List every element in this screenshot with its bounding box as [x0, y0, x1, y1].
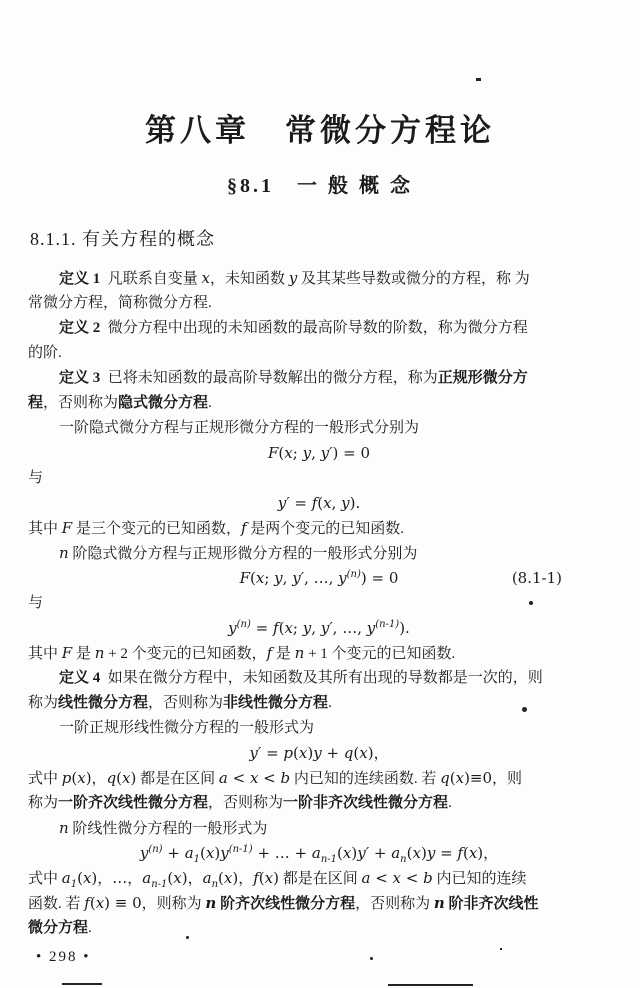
math-variable: n	[94, 644, 105, 662]
math-variable: x	[249, 769, 259, 787]
math-variable: x	[173, 869, 182, 887]
equation-number: (8.1-1)	[511, 569, 562, 587]
text-segment: <	[258, 769, 281, 787]
text-segment: (n)	[236, 619, 251, 630]
formula-line	[28, 566, 610, 591]
text-segment: 定义 2	[59, 320, 101, 336]
text-segment: .	[88, 920, 92, 936]
text-segment: 函数. 若	[28, 896, 85, 912]
math-variable: x	[264, 869, 274, 887]
text-segment: 定义 3	[59, 370, 101, 386]
math-variable: a	[142, 869, 152, 887]
text-segment: (	[200, 844, 206, 862]
text-segment: 一阶正规形线性微分方程的一般形式为	[59, 720, 315, 736]
math-variable: x	[392, 869, 401, 887]
text-segment: 与	[28, 470, 44, 486]
scan-edge-mark	[388, 984, 473, 986]
text-segment: )	[130, 769, 137, 787]
math-variable: b	[423, 869, 433, 887]
text-segment: ,	[311, 619, 321, 637]
text-segment: (	[462, 844, 469, 862]
text-segment: )	[351, 844, 358, 862]
text-segment: (	[293, 744, 299, 762]
text-line	[28, 716, 610, 741]
text-segment: n-1	[151, 879, 168, 890]
text-segment: 一阶非齐次线性微分方程	[283, 795, 449, 811]
text-segment: (	[250, 569, 256, 587]
text-line	[28, 691, 610, 716]
text-segment: +	[369, 844, 392, 862]
text-segment: 是	[272, 646, 295, 662]
math-variable: a	[311, 844, 321, 862]
text-segment: =	[435, 844, 458, 862]
text-segment: =	[250, 619, 274, 637]
math-variable: F	[268, 444, 279, 462]
text-segment: <	[370, 869, 393, 887]
text-segment: )	[214, 844, 221, 862]
text-segment: 都是在区间	[278, 871, 362, 887]
text-segment: )，	[477, 844, 499, 862]
page-number: • 298 •	[36, 949, 91, 965]
text-segment: 称为	[28, 695, 59, 711]
text-line	[28, 916, 610, 941]
text-segment: (	[89, 894, 96, 912]
text-line	[28, 541, 610, 566]
text-line	[28, 366, 610, 391]
text-segment: ，则	[492, 771, 523, 787]
text-segment: 其中	[28, 521, 62, 537]
text-segment: 阶线性微分方程的一般形式为	[68, 821, 268, 837]
text-segment: ，未知函数	[210, 271, 289, 287]
math-variable: n	[59, 544, 69, 562]
text-segment: (	[278, 444, 285, 462]
math-variable: p	[61, 769, 72, 787]
math-variable: p	[283, 744, 294, 762]
section-title: §8.1 一 般 概 念	[227, 175, 413, 197]
text-segment: ).	[349, 494, 361, 512]
math-variable: a	[361, 869, 371, 887]
text-segment: +	[321, 744, 344, 762]
math-variable: f	[457, 844, 463, 862]
text-segment: 定义 1	[59, 271, 101, 287]
math-variable: y	[288, 269, 298, 287]
text-segment: ;	[264, 569, 275, 587]
math-variable: x	[122, 769, 131, 787]
text-segment: (	[337, 844, 343, 862]
math-variable: y′	[357, 844, 370, 862]
body-text	[28, 266, 610, 941]
text-segment: )	[273, 869, 279, 887]
formula-line	[28, 616, 610, 641]
text-segment: )，	[181, 869, 203, 887]
text-segment: ，否则称为	[43, 395, 119, 411]
text-segment: (n)	[346, 569, 361, 580]
text-segment: , …,	[332, 619, 367, 637]
text-segment: (	[317, 494, 324, 512]
text-segment: ，则称为	[141, 896, 206, 912]
math-variable: n	[59, 819, 69, 837]
text-segment: )，	[85, 769, 107, 787]
text-segment: 线性微分方程	[58, 695, 149, 711]
text-segment: (	[258, 869, 265, 887]
text-segment: ,	[282, 569, 293, 587]
scan-edge-mark	[62, 983, 102, 985]
text-segment: n	[211, 879, 219, 890]
text-segment: 阶隐式微分方程与正规形微分方程的一般形式分别为	[68, 546, 418, 562]
text-segment: )，…，	[91, 869, 143, 887]
scan-speck	[476, 78, 481, 81]
math-variable: x	[255, 569, 265, 587]
text-line	[28, 791, 610, 816]
text-line	[28, 866, 610, 891]
text-segment: n	[400, 854, 407, 865]
text-segment: 阶非齐次线性	[444, 896, 539, 912]
text-line	[28, 416, 610, 441]
math-variable: x	[284, 619, 293, 637]
text-segment: .	[328, 695, 332, 711]
text-segment: )	[420, 844, 427, 862]
text-line	[28, 341, 610, 366]
math-variable: a	[218, 769, 228, 787]
text-segment: 其中	[28, 646, 62, 662]
text-line	[28, 316, 610, 341]
math-variable: f	[311, 494, 318, 512]
text-line	[28, 891, 610, 916]
math-variable: y	[139, 844, 149, 862]
text-segment: 式中	[28, 771, 62, 787]
text-segment: ;	[292, 619, 303, 637]
text-segment: 一阶隐式微分方程与正规形微分方程的一般形式分别为	[59, 420, 420, 436]
subsection-title: 8.1.1. 有关方程的概念	[30, 229, 215, 249]
text-segment: ，否则称为	[148, 695, 224, 711]
text-segment: ).	[399, 619, 410, 637]
math-variable: F	[61, 644, 73, 662]
text-segment: 式中	[28, 871, 62, 887]
math-variable: y′	[320, 444, 333, 462]
text-segment: (	[406, 844, 413, 862]
math-variable: y	[313, 744, 322, 762]
math-variable: y	[338, 569, 347, 587]
text-segment: + 1 个变元的已知函数.	[304, 646, 456, 662]
math-variable: y	[366, 619, 376, 637]
text-segment: (	[71, 769, 78, 787]
text-segment: 定义 4	[59, 670, 101, 686]
math-variable: a	[391, 844, 401, 862]
text-segment: 如果在微分方程中，未知函数及其所有出现的导数都是一次的，则	[100, 670, 543, 686]
text-segment: ,	[331, 494, 342, 512]
text-segment: 内已知的连续	[432, 871, 527, 887]
math-variable: f	[240, 519, 247, 537]
math-variable: n	[433, 894, 445, 912]
text-line	[28, 766, 610, 791]
text-segment: + 2 个变元的已知函数，	[104, 646, 267, 662]
math-variable: y	[274, 569, 283, 587]
text-line	[28, 466, 610, 491]
math-variable: x	[77, 769, 86, 787]
text-segment: )≡0	[464, 769, 493, 787]
text-segment: 的阶.	[28, 345, 62, 361]
math-variable: x	[95, 894, 105, 912]
formula-line	[28, 441, 610, 466]
math-variable: f	[84, 894, 90, 912]
math-variable: y′	[320, 619, 333, 637]
text-segment: =	[261, 744, 284, 762]
text-segment: (	[167, 869, 174, 887]
text-line	[28, 666, 610, 691]
math-variable: y	[341, 494, 350, 512]
text-segment: (	[218, 869, 224, 887]
text-segment: 阶齐次线性微分方程	[216, 896, 356, 912]
text-line	[28, 391, 610, 416]
text-segment: 称为	[28, 795, 59, 811]
text-segment: (	[449, 769, 456, 787]
math-variable: f	[273, 619, 279, 637]
text-line	[28, 591, 610, 616]
math-variable: x	[342, 844, 352, 862]
text-segment: .	[448, 795, 452, 811]
text-segment: ) = 0	[360, 569, 399, 587]
math-variable: x	[223, 869, 233, 887]
math-variable: a	[184, 844, 194, 862]
math-variable: y	[220, 844, 229, 862]
math-variable: x	[412, 844, 421, 862]
text-line	[28, 641, 610, 666]
math-variable: y′	[292, 569, 305, 587]
math-variable: y	[228, 619, 237, 637]
text-segment: ,	[311, 444, 321, 462]
math-variable: q	[440, 769, 450, 787]
text-segment: )，	[367, 744, 389, 762]
text-segment: (n-1)	[375, 619, 400, 630]
text-segment: ) ≡ 0	[104, 894, 142, 912]
math-variable: y′	[277, 494, 290, 512]
math-variable: F	[239, 569, 251, 587]
text-segment: 正规形微分方	[437, 370, 528, 386]
text-segment: 隐式微分方程	[118, 395, 209, 411]
math-variable: x	[455, 769, 465, 787]
text-segment: (	[353, 744, 360, 762]
formula-line	[28, 841, 610, 866]
math-variable: y	[302, 619, 312, 637]
math-variable: y	[302, 444, 312, 462]
math-variable: x	[298, 744, 308, 762]
text-segment: .	[208, 395, 212, 411]
math-variable: q	[106, 769, 117, 787]
text-segment: 1	[193, 854, 201, 865]
math-variable: x	[201, 269, 210, 287]
math-variable: f	[253, 869, 259, 887]
text-segment: +	[162, 844, 185, 862]
text-segment: 是三个变元的已知函数，	[72, 521, 241, 537]
text-segment: 常微分方程，简称微分方程.	[28, 295, 212, 311]
text-segment: (	[278, 619, 285, 637]
math-variable: x	[205, 844, 215, 862]
text-segment: 及其某些导数或微分的方程，称 为	[297, 271, 530, 287]
text-segment: 微分方程	[28, 920, 89, 936]
text-segment: (	[116, 769, 123, 787]
text-segment: =	[289, 494, 312, 512]
text-segment: 是	[72, 646, 95, 662]
math-variable: a	[202, 869, 212, 887]
text-segment: 都是在区间	[136, 771, 219, 787]
text-segment: 凡联系自变量	[100, 271, 202, 287]
math-variable: x	[468, 844, 478, 862]
text-segment: <	[227, 769, 250, 787]
text-segment: 与	[28, 595, 44, 611]
math-variable: y	[426, 844, 436, 862]
scan-speck	[500, 948, 502, 950]
math-variable: x	[359, 744, 368, 762]
text-segment: <	[401, 869, 424, 887]
scan-speck	[370, 957, 373, 960]
text-segment: )，	[232, 869, 254, 887]
text-line	[28, 516, 610, 541]
math-variable: y′	[249, 744, 262, 762]
math-variable: n	[294, 644, 305, 662]
text-segment: 程	[28, 395, 44, 411]
math-variable: x	[323, 494, 332, 512]
math-variable: F	[61, 519, 73, 537]
text-segment: 一阶齐次线性微分方程	[58, 795, 209, 811]
math-variable: x	[82, 869, 92, 887]
text-line	[28, 816, 610, 841]
text-segment: ，否则称为	[355, 896, 434, 912]
text-segment: (n-1)	[228, 844, 253, 855]
text-segment: 内已知的连续函数. 若	[290, 771, 441, 787]
text-segment: ) = 0	[332, 444, 370, 462]
text-segment: , …,	[304, 569, 339, 587]
text-segment: )	[307, 744, 314, 762]
math-variable: q	[343, 744, 354, 762]
formula-line	[28, 741, 610, 766]
text-segment: 是两个变元的已知函数.	[246, 521, 405, 537]
math-variable: x	[284, 444, 293, 462]
text-segment: 已将未知函数的最高阶导数解出的微分方程，称为	[100, 370, 438, 386]
text-line	[28, 266, 610, 291]
text-line	[28, 291, 610, 316]
text-segment: (	[77, 869, 83, 887]
text-segment: n-1	[320, 854, 338, 865]
text-segment: (n)	[148, 844, 163, 855]
chapter-title: 第八章 常微分方程论	[145, 113, 495, 148]
text-segment: + … +	[252, 844, 312, 862]
text-segment: 1	[70, 879, 78, 890]
math-variable: f	[266, 644, 273, 662]
text-segment: 非线性微分方程	[223, 695, 329, 711]
text-segment: ;	[292, 444, 303, 462]
text-segment: ，否则称为	[208, 795, 284, 811]
formula-line	[28, 491, 610, 516]
math-variable: a	[61, 869, 71, 887]
math-variable: n	[205, 894, 217, 912]
math-variable: b	[280, 769, 291, 787]
text-segment: 微分方程中出现的未知函数的最高阶导数的阶数，称为微分方程	[100, 320, 528, 336]
